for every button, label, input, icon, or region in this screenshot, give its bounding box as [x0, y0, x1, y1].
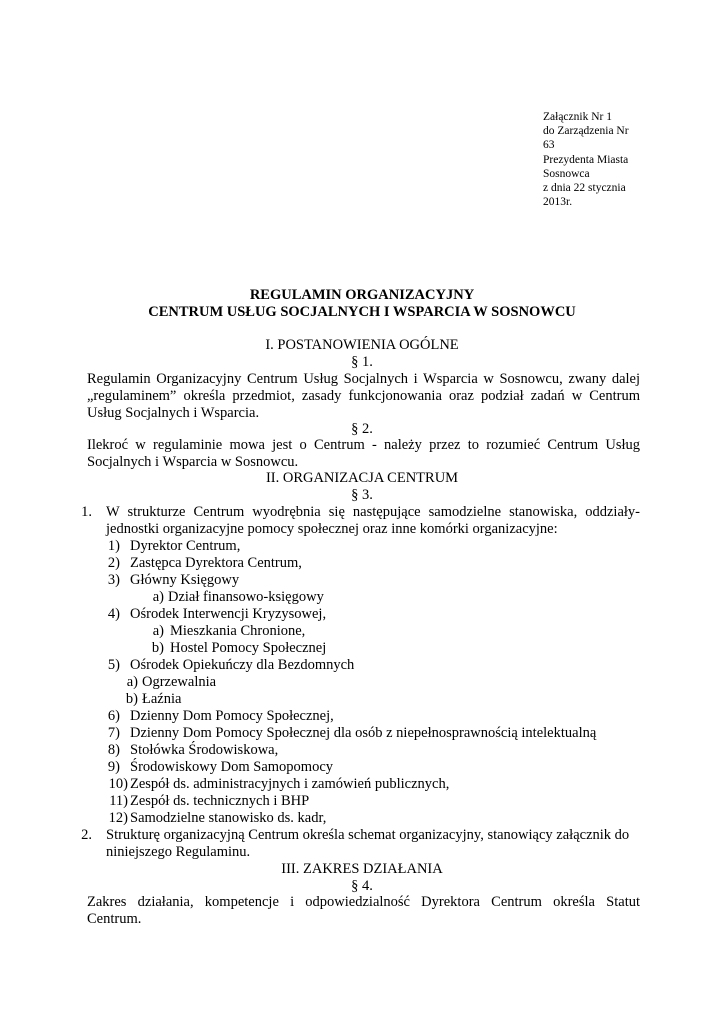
unit-text: Dzienny Dom Pomocy Społecznej, [130, 708, 334, 724]
paragraph-sign-1: § 1. [351, 354, 373, 370]
point-text: Strukturę organizacyjną Centrum określa schemat organizacyjny, stanowiący załącznik do [106, 827, 630, 843]
paragraph-line: Zakres działania, kompetencje i odpowiedzialność Dyrektora Centrum określa Statut [87, 894, 640, 910]
paragraph-4-text [87, 894, 640, 928]
unit-text: Zastępca Dyrektora Centrum, [130, 555, 302, 571]
unit-number: 7) [107, 725, 120, 741]
unit-text: Dzienny Dom Pomocy Społecznej dla osób z niepełnosprawnością intelektualną [130, 725, 597, 741]
paragraph-2-text [87, 437, 640, 471]
unit-number: a) [152, 623, 164, 639]
unit-text: Dyrektor Centrum, [130, 538, 241, 554]
unit-number: 2) [107, 555, 120, 571]
unit-number: 3) [107, 572, 120, 588]
document-title-line-2: CENTRUM USŁUG SOCJALNYCH I WSPARCIA W SOSNOWCU [148, 304, 576, 320]
point-text: W strukturze Centrum wyodrębnia się następujące samodzielne stanowiska, oddziały- [106, 504, 640, 520]
point-number: 2. [81, 827, 92, 843]
unit-text: Dział finansowo-księgowy [168, 589, 324, 605]
unit-number: a) [126, 674, 138, 690]
paragraph-line: Regulamin Organizacyjny Centrum Usług Socjalnych i Wsparcia w Sosnowcu, zwany dalej [87, 371, 640, 387]
annex-line: 63 [543, 139, 555, 152]
unit-number: a) [152, 589, 164, 605]
paragraph-line: Socjalnych i Wsparcia w Sosnowcu. [87, 454, 299, 470]
unit-number: 4) [107, 606, 120, 622]
paragraph-sign-3: § 3. [351, 487, 373, 503]
unit-number: 9) [107, 759, 120, 775]
annex-line: Załącznik Nr 1 [543, 111, 612, 123]
unit-number: 8) [107, 742, 120, 758]
paragraph-line: Usług Socjalnych i Wsparcia. [87, 405, 260, 421]
unit-number: 6) [107, 708, 120, 724]
unit-text: Hostel Pomocy Społecznej [170, 640, 327, 656]
paragraph-line: Ilekroć w regulaminie mowa jest o Centrum - należy przez to rozumieć Centrum Usług [87, 437, 640, 453]
section-1-heading: I. POSTANOWIENIA OGÓLNE [265, 337, 459, 353]
unit-text: Zespół ds. technicznych i BHP [130, 793, 310, 809]
unit-number: 1) [107, 538, 120, 554]
unit-text: Ogrzewalnia [142, 674, 217, 690]
unit-text: Środowiskowy Dom Samopomocy [130, 759, 333, 775]
unit-number: 5) [107, 657, 120, 673]
unit-number: 12) [108, 810, 128, 826]
section-2-heading: II. ORGANIZACJA CENTRUM [265, 470, 459, 486]
unit-text: Stołówka Środowiskowa, [130, 742, 279, 758]
annex-line: z dnia 22 stycznia [543, 182, 626, 195]
paragraph-sign-4: § 4. [351, 878, 373, 894]
annex-line: Prezydenta Miasta [543, 153, 629, 166]
point-number: 1. [81, 504, 92, 520]
section-3-heading: III. ZAKRES DZIAŁANIA [281, 861, 443, 877]
point-1-continuation: jednostki organizacyjne pomocy społecznej oraz inne komórki organizacyjne: [106, 521, 558, 537]
annex-line: Sosnowca [543, 167, 590, 180]
annex-line: do Zarządzenia Nr [543, 125, 629, 138]
point-2-continuation: niniejszego Regulaminu. [106, 844, 251, 860]
unit-number: b) [125, 691, 138, 707]
unit-text: Ośrodek Opiekuńczy dla Bezdomnych [130, 657, 355, 673]
paragraph-line: Centrum. [87, 911, 142, 927]
unit-number: 11) [109, 793, 128, 809]
paragraph-sign-2: § 2. [351, 421, 373, 437]
unit-text: Główny Księgowy [130, 572, 240, 588]
unit-text: Ośrodek Interwencji Kryzysowej, [130, 606, 327, 622]
paragraph-1-text [87, 371, 640, 422]
unit-text: Zespół ds. administracyjnych i zamówień publicznych, [130, 776, 450, 792]
unit-text: Łaźnia [142, 691, 182, 707]
paragraph-line: „regulaminem” określa przedmiot, zasady funkcjonowania oraz podział zadań w Centrum [87, 388, 640, 404]
annex-note [543, 110, 663, 209]
unit-text: Samodzielne stanowisko ds. kadr, [130, 810, 327, 826]
unit-number: 10) [108, 776, 128, 792]
unit-text: Mieszkania Chronione, [170, 623, 306, 639]
unit-number: b) [151, 640, 164, 656]
annex-line: 2013r. [543, 196, 573, 209]
document-title-line-1: REGULAMIN ORGANIZACYJNY [249, 287, 475, 303]
